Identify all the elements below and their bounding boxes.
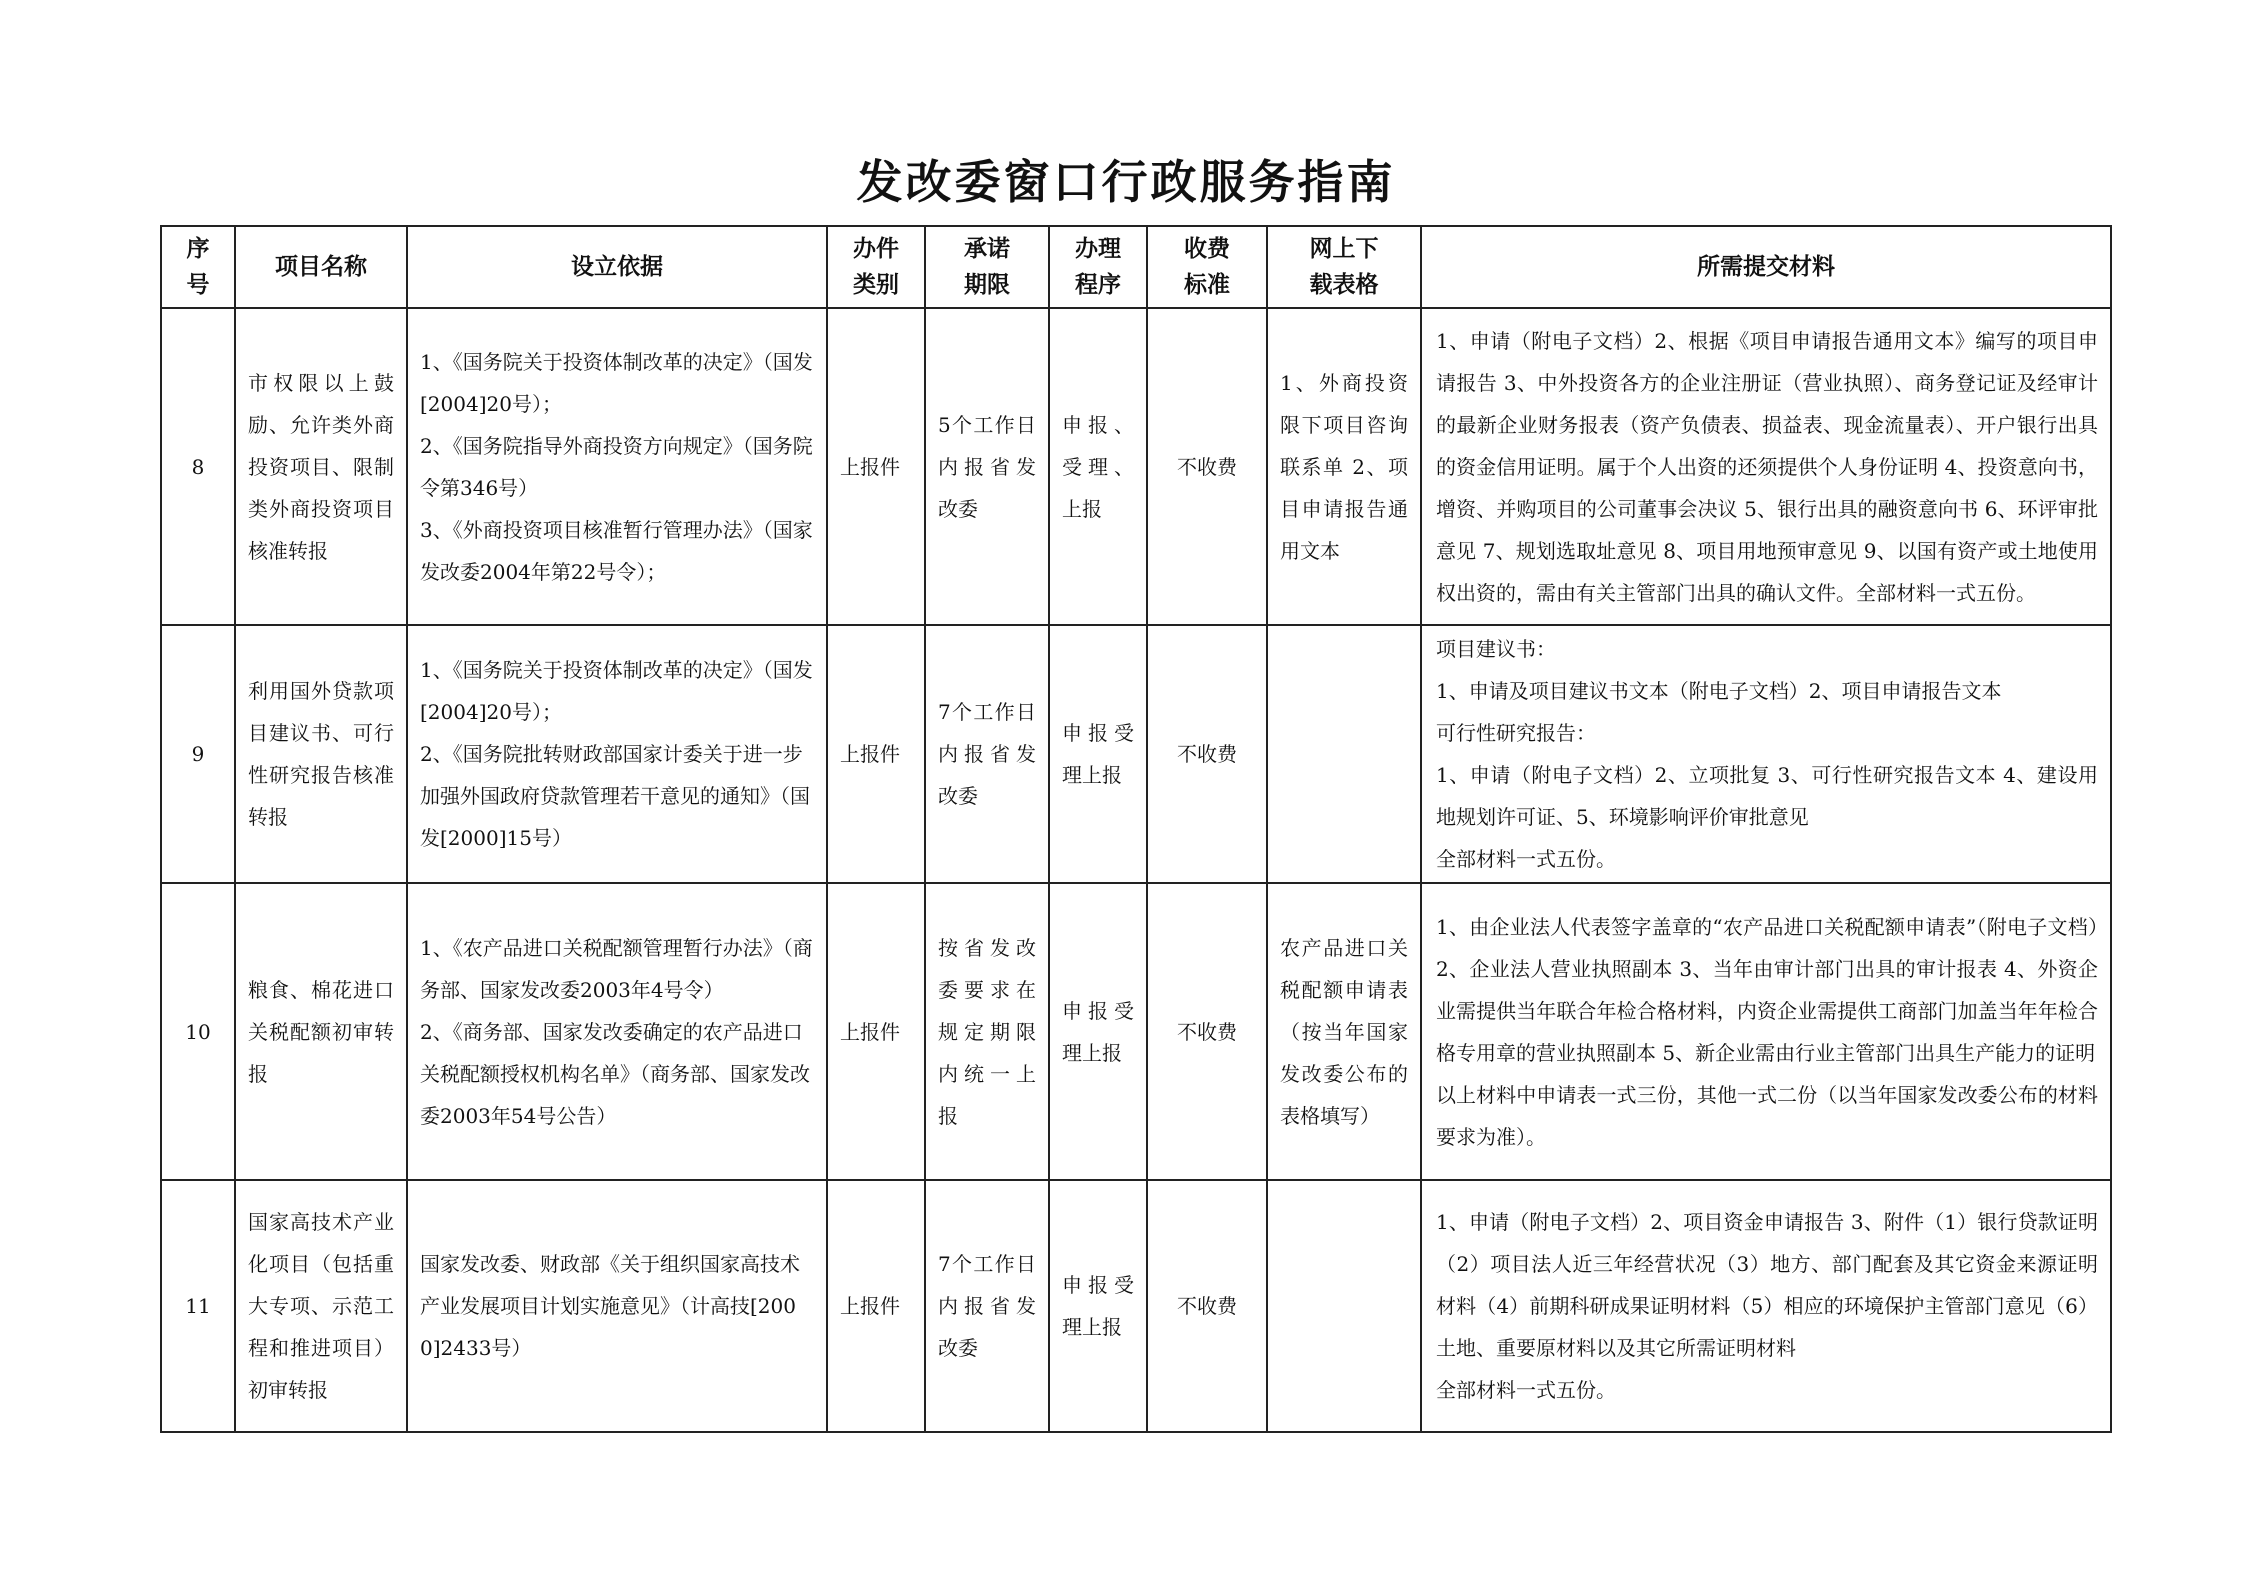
header-name: 项目名称: [235, 226, 407, 308]
cell-materials: 1、由企业法人代表签字盖章的“农产品进口关税配额申请表”（附电子文档）2、企业法人营业执照副本 3、当年由审计部门出具的审计报表 4、外资企业需提供当年联合年检合格材料，内资企业需提供工商部门加盖当年年检合格专用章的营业执照副本 5、新企业需由行业主管部门出具生产能力的证明 以上材料中申请表一式三份，其他一式二份（以当年国家发改委公布的材料要求为准）。: [1421, 883, 2111, 1180]
header-type: 办件 类别: [827, 226, 925, 308]
cell-fee: 不收费: [1147, 308, 1267, 625]
cell-seq: 11: [161, 1180, 235, 1432]
header-fee: 收费 标准: [1147, 226, 1267, 308]
cell-name: 粮食、棉花进口关税配额初审转报: [235, 883, 407, 1180]
table-row: [161, 883, 2111, 1180]
cell-period: 5个工作日内报省发改委: [925, 308, 1049, 625]
cell-seq: 9: [161, 625, 235, 883]
cell-procedure: 申报受理上报: [1049, 883, 1147, 1180]
header-basis: 设立依据: [407, 226, 827, 308]
cell-name: 国家高技术产业化项目（包括重大专项、示范工程和推进项目）初审转报: [235, 1180, 407, 1432]
cell-basis: 国家发改委、财政部《关于组织国家高技术产业发展项目计划实施意见》（计高技[2000]2433号）: [407, 1180, 827, 1432]
cell-fee: 不收费: [1147, 625, 1267, 883]
cell-forms: [1267, 625, 1421, 883]
table-row: [161, 625, 2111, 883]
cell-procedure: 申报受理上报: [1049, 1180, 1147, 1432]
header-period: 承诺 期限: [925, 226, 1049, 308]
cell-forms: 农产品进口关税配额申请表（按当年国家发改委公布的表格填写）: [1267, 883, 1421, 1180]
cell-type: 上报件: [827, 625, 925, 883]
cell-forms: 1、外商投资限下项目咨询联系单 2、项目申请报告通用文本: [1267, 308, 1421, 625]
header-procedure: 办理 程序: [1049, 226, 1147, 308]
cell-fee: 不收费: [1147, 883, 1267, 1180]
cell-seq: 8: [161, 308, 235, 625]
cell-materials: 1、申请（附电子文档）2、根据《项目申请报告通用文本》编写的项目申请报告 3、中外投资各方的企业注册证（营业执照）、商务登记证及经审计的最新企业财务报表（资产负债表、损益表、现金流量表）、开户银行出具的资金信用证明。属于个人出资的还须提供个人身份证明 4、投资意向书，增资、并购项目的公司董事会决议 5、银行出具的融资意向书 6、环评审批意见 7、规划选取址意见 8、项目用地预审意见 9、以国有资产或土地使用权出资的，需由有关主管部门出具的确认文件。全部材料一式五份。: [1421, 308, 2111, 625]
cell-fee: 不收费: [1147, 1180, 1267, 1432]
page-title: 发改委窗口行政服务指南: [856, 155, 1396, 209]
cell-period: 7个工作日内报省发改委: [925, 625, 1049, 883]
table-row: [161, 1180, 2111, 1432]
header-materials: 所需提交材料: [1421, 226, 2111, 308]
cell-procedure: 申报受理上报: [1049, 625, 1147, 883]
cell-name: 市权限以上鼓励、允许类外商投资项目、限制类外商投资项目核准转报: [235, 308, 407, 625]
cell-seq: 10: [161, 883, 235, 1180]
table-row: [161, 308, 2111, 625]
cell-period: 按省发改委要求在规定期限内统一上报: [925, 883, 1049, 1180]
cell-procedure: 申报、受理、上报: [1049, 308, 1147, 625]
cell-period: 7个工作日内报省发改委: [925, 1180, 1049, 1432]
cell-name: 利用国外贷款项目建议书、可行性研究报告核准转报: [235, 625, 407, 883]
cell-materials: 1、申请（附电子文档）2、项目资金申请报告 3、附件（1）银行贷款证明（2）项目法人近三年经营状况（3）地方、部门配套及其它资金来源证明材料（4）前期科研成果证明材料（5）相应的环境保护主管部门意见（6）土地、重要原材料以及其它所需证明材料 全部材料一式五份。: [1421, 1180, 2111, 1432]
cell-materials: 项目建议书： 1、申请及项目建议书文本（附电子文档）2、项目申请报告文本 可行性研究报告： 1、申请（附电子文档）2、立项批复 3、可行性研究报告文本 4、建设用地规划许可证、5、环境影响评价审批意见 全部材料一式五份。: [1421, 625, 2111, 883]
cell-type: 上报件: [827, 883, 925, 1180]
table-header-row: [161, 226, 2111, 308]
header-forms: 网上下 载表格: [1267, 226, 1421, 308]
service-guide-table: [160, 225, 2112, 1433]
cell-type: 上报件: [827, 308, 925, 625]
cell-type: 上报件: [827, 1180, 925, 1432]
cell-basis: 1、《国务院关于投资体制改革的决定》（国发[2004]20号）； 2、《国务院批转财政部国家计委关于进一步加强外国政府贷款管理若干意见的通知》（国发[2000]15号）: [407, 625, 827, 883]
cell-basis: 1、《国务院关于投资体制改革的决定》（国发[2004]20号）； 2、《国务院指导外商投资方向规定》（国务院令第346号） 3、《外商投资项目核准暂行管理办法》（国家发改委2004年第22号令）；: [407, 308, 827, 625]
cell-forms: [1267, 1180, 1421, 1432]
header-seq: 序 号: [161, 226, 235, 308]
cell-basis: 1、《农产品进口关税配额管理暂行办法》（商务部、国家发改委2003年4号令） 2、《商务部、国家发改委确定的农产品进口关税配额授权机构名单》（商务部、国家发改委2003年54号公告）: [407, 883, 827, 1180]
